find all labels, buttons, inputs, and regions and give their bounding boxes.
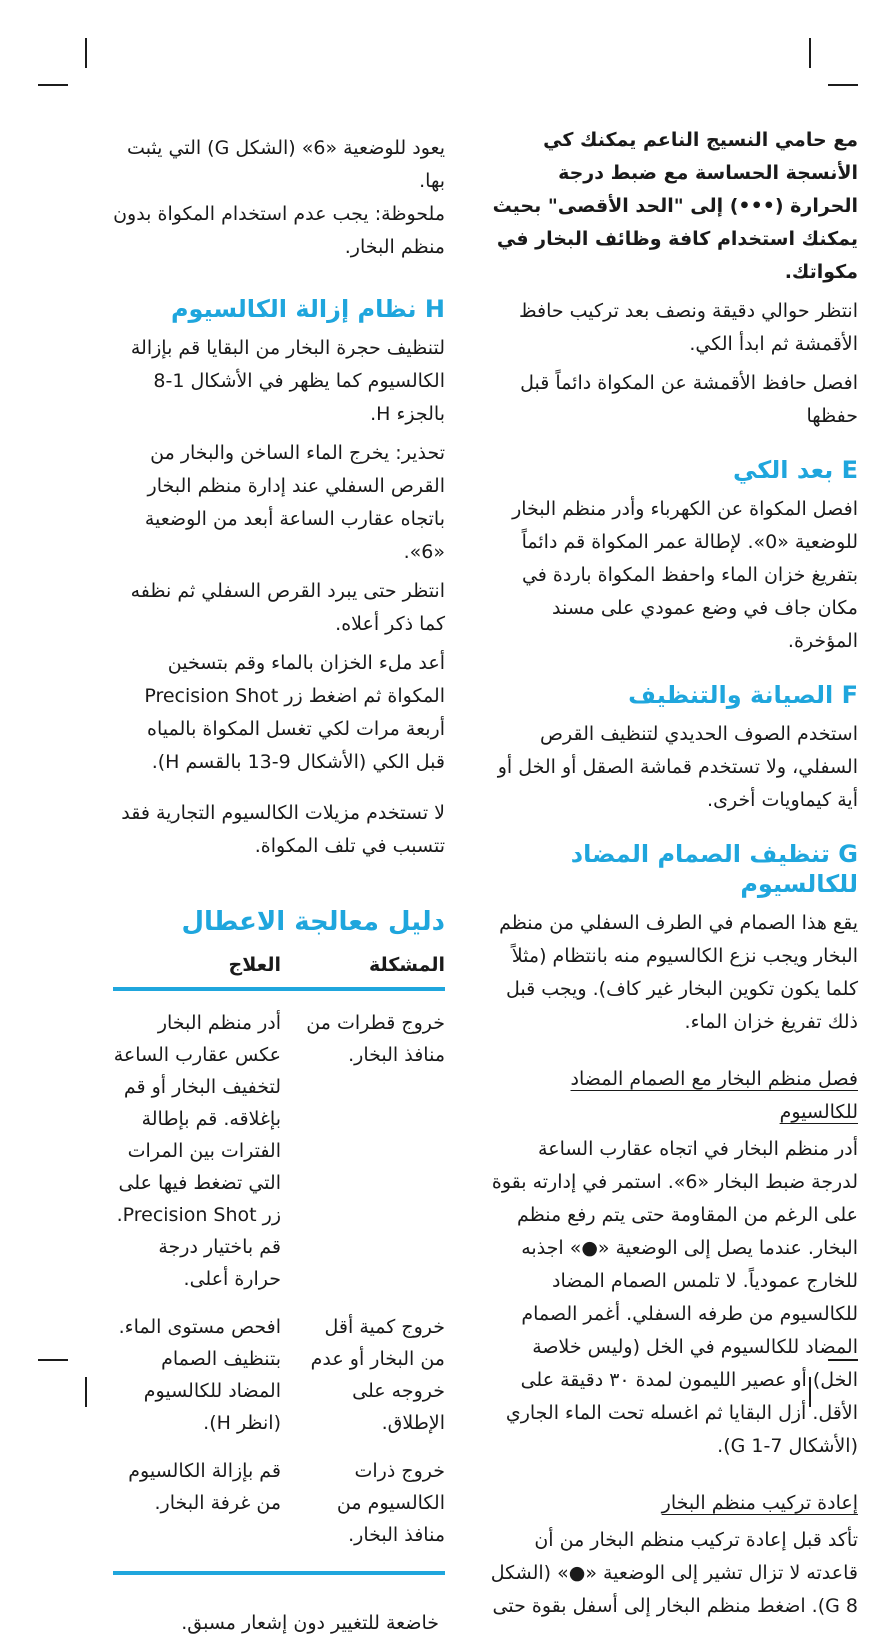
paragraph-wait-cool: انتظر حتى يبرد القرص السفلي ثم نظفه كما ذكر أعلاه. (130, 580, 445, 635)
table-rule-bottom (113, 1571, 445, 1575)
subheading-reinsert-steam-regulator: إعادة تركيب منظم البخار (661, 1492, 858, 1514)
section-heading-f-maintenance: F الصيانة والتنظيف (628, 681, 858, 709)
crop-mark-bottom-left-vertical (85, 1377, 87, 1407)
paragraph-fabric-protector: مع حامي النسيج الناعم يمكنك كي الأنسجة الحساسة مع ضبط درجة الحرارة (•••) إلى "الحد الأقصى" بحيث يمكنك استخدام كافة وظائف البخار في مكواتك. (492, 129, 858, 283)
table-row (113, 1455, 445, 1551)
crop-mark-top-left-vertical (85, 38, 87, 68)
column-header-remedy: العلاج (228, 954, 281, 976)
paragraph-decalc-intro: لتنظيف حجرة البخار من البقايا قم بإزالة الكالسيوم كما يظهر في الأشكال 1-8 بالجزء H. (130, 337, 445, 425)
paragraph-maintenance: استخدم الصوف الحديدي لتنظيف القرص السفلي، ولا تستخدم قماشة الصقل أو الخل أو أية كيماويات أخرى. (497, 723, 858, 811)
paragraph-return-position: يعود للوضعية «6» (الشكل G) التي يثبت بها. (127, 137, 445, 192)
crop-mark-bottom-left-horizontal (38, 1359, 68, 1361)
section-heading-g-anticalc-valve: G تنظيف الصمام المضاد للكالسيوم (570, 840, 858, 898)
troubleshooting-table-header (113, 949, 445, 981)
problem-cell: خروج قطرات من منافذ البخار. (306, 1012, 445, 1066)
column-header-problem: المشكلة (368, 954, 445, 976)
paragraph-detach-before-storing: افصل حافظ الأقمشة عن المكواة دائماً قبل حفظها (520, 372, 858, 427)
paragraph-reinsert-steps: تأكد قبل إعادة تركيب منظم البخار من أن قاعدته لا تزال تشير إلى الوضعية «●» (الشكل G 8). اضغط منظم البخار إلى أسفل بقوة حتى (490, 1529, 858, 1617)
paragraph-wait-minute: انتظر حوالي دقيقة ونصف بعد تركيب حافظ الأقمشة ثم ابدأ الكي. (518, 300, 858, 355)
column-right (490, 124, 858, 1623)
section-heading-e-after-ironing: E بعد الكي (732, 456, 858, 484)
remedy-cell: قم بإزالة الكالسيوم من غرفة البخار. (128, 1460, 281, 1514)
crop-mark-top-right-horizontal (828, 84, 858, 86)
crop-mark-top-left-horizontal (38, 84, 68, 86)
problem-cell: خروج كمية أقل من البخار أو عدم خروجه على الإطلاق. (310, 1316, 445, 1434)
column-left (113, 132, 445, 1640)
table-row (113, 1311, 445, 1439)
footer-note: خاضعة للتغيير دون إشعار مسبق. (181, 1612, 439, 1634)
table-rule-top (113, 987, 445, 991)
paragraph-no-commercial: لا تستخدم مزيلات الكالسيوم التجارية فقد تتسبب في تلف المكواة. (121, 802, 445, 857)
paragraph-refill: أعد ملء الخزان بالماء وقم بتسخين المكواة ثم اضغط زر Precision Shot أربعة مرات لكي تغسل المكواة بالمياه قبل الكي (الأشكال 9-13 بالقسم H). (144, 652, 445, 773)
paragraph-after-ironing: افصل المكواة عن الكهرباء وأدر منظم البخار للوضعية «0». لإطالة عمر المكواة قم دائماً بتفريغ خزان الماء واحفظ المكواة باردة في مكان جاف في وضع عمودي على مسند المؤخرة. (512, 498, 858, 652)
remedy-cell: أدر منظم البخار عكس عقارب الساعة لتخفيف البخار أو قم بإغلاقه. قم بإطالة الفترات بين المرات التي تضغط فيها على زر Precision Shot. قم باختيار درجة حرارة أعلى. (113, 1012, 281, 1290)
problem-cell: خروج ذرات الكالسيوم من منافذ البخار. (336, 1460, 445, 1546)
paragraph-warning: تحذير: يخرج الماء الساخن والبخار من القرص السفلي عند إدارة منظم البخار باتجاه عقارب الساعة أبعد من الوضعية «6». (144, 442, 445, 563)
remedy-cell: افحص مستوى الماء. بتنظيف الصمام المضاد للكالسيوم (انظر H). (118, 1316, 281, 1434)
paragraph-valve-location: يقع هذا الصمام في الطرف السفلي من منظم البخار ويجب نزع الكالسيوم منه بانتظام (مثلاً كلما يكون تكوين البخار غير كاف). ويجب قبل ذلك تفريغ خزان الماء. (499, 912, 858, 1033)
section-heading-h-decalc-system: H نظام إزالة الكالسيوم (170, 295, 445, 323)
paragraph-remove-steps: أدر منظم البخار في اتجاه عقارب الساعة لدرجة ضبط البخار «6». استمر في إدارته بقوة على الرغم من المقاومة حتى يتم رفع منظم البخار. عندما يصل إلى الوضعية «●» اجذبه للخارج عمودياً. لا تلمس الصمام المضاد للكالسيوم من طرفه السفلي. أغمر الصمام المضاد للكالسيوم في الخل (وليس خلاصة الخل) أو عصير الليمون لمدة ٣٠ دقيقة على الأقل. أزل البقايا ثم اغسله تحت الماء الجاري (الأشكال G 1-7). (491, 1138, 858, 1457)
paragraph-note: ملحوظة: يجب عدم استخدام المكواة بدون منظم البخار. (113, 203, 445, 258)
crop-mark-top-right-vertical (809, 38, 811, 68)
subheading-remove-steam-regulator: فصل منظم البخار مع الصمام المضاد للكالسيوم (570, 1068, 858, 1123)
troubleshooting-title: دليل معالجة الاعطال (181, 907, 445, 937)
troubleshooting-table (113, 949, 445, 1575)
table-row (113, 1007, 445, 1295)
